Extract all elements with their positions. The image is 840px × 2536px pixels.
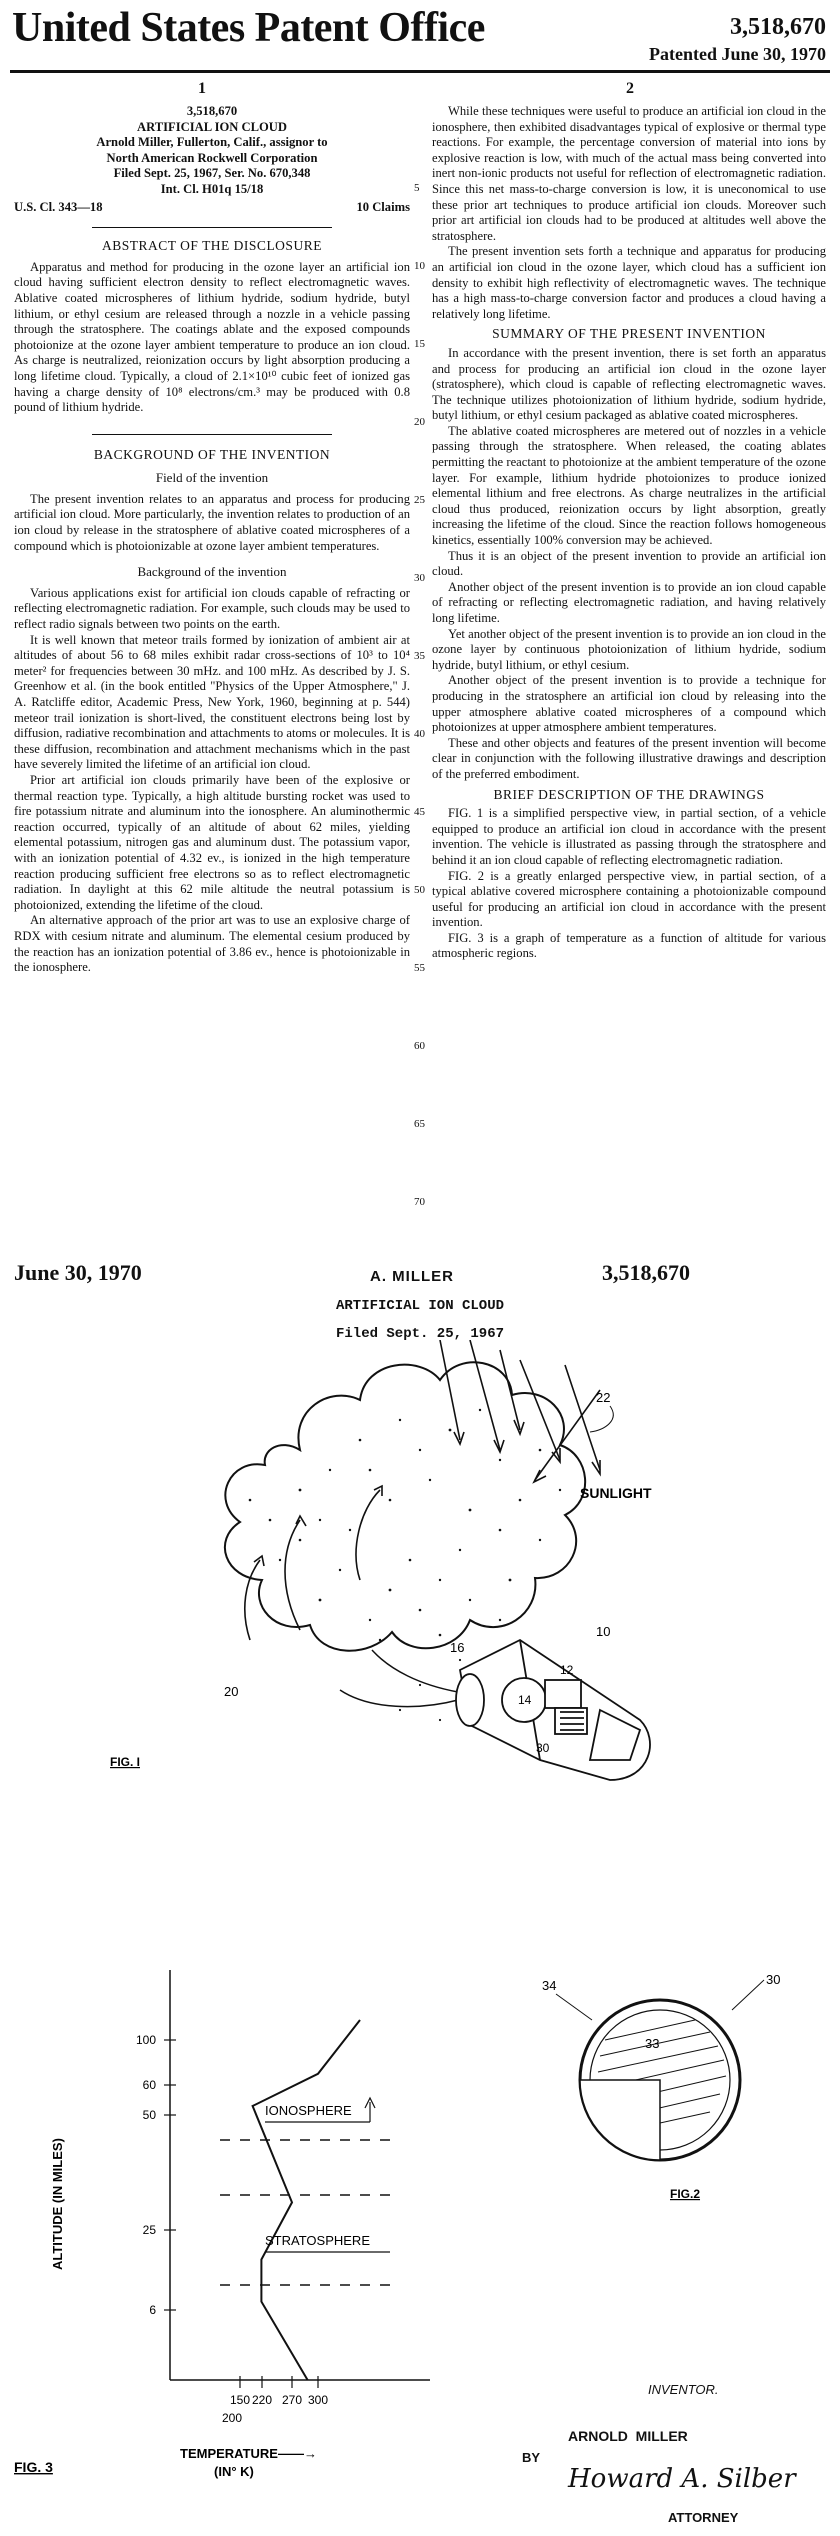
figure-1 — [0, 1340, 840, 1900]
inventor-name: ARNOLD MILLER — [568, 2428, 688, 2444]
inventor-title: INVENTOR. — [648, 2382, 719, 2397]
y-tick-label: 100 — [135, 2033, 156, 2047]
exhaust-trail — [372, 1650, 458, 1692]
paragraph: It is well known that meteor trails formed by ionization of ambient air at altitudes of about 56 to 68 miles exhibit radar cross-sections of 10³ to 10⁴ meter² for frequencies between 30 mHz. and 100 mHz. As described by J. S. Greenhow et al. (in the book entitled "Physics of the Upper Atmosphere," J. A. Ratcliffe editor, Academic Press, New York, 1960, beginning at p. 544) meteor trail ionization is short-lived, the constituent electrons being lost by diffusion, radiative recombination and attachments to atoms or molecules. It is these diffusion, recombination and attachment mechanisms which in the past have severely limited the lifetime of an artificial ion cloud. — [14, 632, 410, 772]
y-tick-label: 60 — [142, 2078, 156, 2092]
line-number: 40 — [414, 728, 425, 740]
drawing-number: 3,518,670 — [602, 1260, 690, 1285]
background-heading: BACKGROUND OF THE INVENTION — [93, 446, 331, 462]
sunlight-rays — [440, 1340, 600, 1482]
paragraph: Thus it is an object of the present invention to provide an artificial ion cloud. — [432, 548, 826, 579]
x-tick-label: 150 — [229, 2393, 251, 2407]
header-rule — [10, 70, 830, 73]
abstract-text: Apparatus and method for producing in the ozone layer an artificial ion cloud having sufficient electron density to reflect electromagnetic waves. Ablative coated microspheres of lithium hydride, sodium hydride, butyl lithium, or ethyl cesium are released through a nozzle in a vehicle passing through the stratosphere. The coatings ablate and the exposed compounds photoionize at the ozone layer ambient temperature to produce an ion cloud. As charge is neutralized, reionization occurs by light absorption producing a long lifetime cloud. Typically, a cloud of 2.1×10¹⁰ cubic feet of ionized gas having a charge density of 10⁸ electrons/cm.³ may be produced with 0.8 pound of lithium hydride. — [14, 259, 410, 415]
paragraph: Yet another object of the present invention is to provide an ion cloud in the ozone layer by continuous photoionization of lithium hydride, sodium hydride, butyl lithium, or ethyl cesium. — [432, 626, 826, 672]
temperature-curve — [253, 2020, 360, 2380]
paragraph: These and other objects and features of the present invention will become clear in conjunction with the following illustrative drawings and description of the preferred embodiment. — [432, 735, 826, 781]
ref-22: 22 — [596, 1390, 611, 1405]
sunlight-label: SUNLIGHT — [580, 1485, 652, 1501]
x-tick-200: 200 — [222, 2411, 243, 2425]
leader-22 — [590, 1406, 613, 1432]
ref-16: 16 — [450, 1640, 465, 1655]
paragraph: The ablative coated microspheres are metered out of nozzles in a vehicle passing through the stratosphere. When released, the coating ablates permitting the reactant to photoionize at the ambient temperature of the ozone layer. For example, lithium hydride photoionizes to produce ionized elemental lithium and free electrons. As charge neutralizes in the artificial cloud thus produced, reionization occurs by light absorption, greatly increasing the lifetime of the cloud. Since the reaction follows homogeneous kinetics, essentially 100% conversion may be achieved. — [432, 423, 826, 548]
section-cut — [580, 2080, 660, 2160]
line-number: 65 — [414, 1118, 425, 1130]
y-tick-label: 25 — [142, 2223, 156, 2237]
line-number: 60 — [414, 1040, 425, 1052]
summary-heading: SUMMARY OF THE PRESENT INVENTION — [492, 326, 766, 342]
ref-12: 12 — [560, 1663, 574, 1677]
exhaust-trail — [340, 1690, 458, 1707]
paragraph: In accordance with the present invention, there is set forth an apparatus and process for producing an artificial ion cloud in the ozone layer (stratosphere), which cloud is capable of reflecting electromagnetic waves. The technique utilizes photoionization of lithium hydride, sodium hydride, butyl lithium, or ethyl cesium packaged as ablative coated microspheres. — [432, 345, 826, 423]
ref-30: 30 — [536, 1741, 550, 1755]
ref-34: 34 — [542, 1978, 557, 1993]
paragraph: The present invention sets forth a technique and apparatus for producing an artificial ion cloud in the ozone layer, which cloud has a sufficient ion density to exhibit high reflectivity of electromagnetic waves. The technique has a high mass-to-charge conversion factor and produces a cloud having a relatively long lifetime. — [432, 244, 826, 321]
paragraph: Another object of the present invention is to provide a technique for producing in the stratosphere an artificial ion cloud by releasing into the upper atmosphere ablative coated microspheres of a compound which photoionizes at upper atmosphere ambient temperatures. — [432, 673, 826, 735]
line-number: 35 — [414, 650, 425, 662]
paragraph: Prior art artificial ion clouds primarily have been of the explosive or thermal reaction type. Typically, a high altitude bursting rocket was used to fire potassium nitrate and aluminum into the ionosphere. An aluminothermic reaction occurred, typically of an altitude of about 62 miles, yielding elemental potassium, nitrogen gas and aluminum dust. The potassium vapor, with an ionization potential of 4.32 ev., is ionized in the high temperature reaction producing sufficient free electrons so as to reflect electromagnetic radiation. In daylight at this 62 mile altitude the neutral potassium is photoionized, extending the lifetime of the cloud. — [14, 772, 410, 912]
abstract-heading: ABSTRACT OF THE DISCLOSURE — [102, 238, 322, 254]
line-number: 15 — [414, 338, 425, 350]
figure-3 — [0, 1910, 500, 2530]
drawing-title: ARTIFICIAL ION CLOUD — [335, 1298, 505, 1314]
field-text: The present invention relates to an apparatus and process for producing artificial ion cloud. More particularly, the invention relates to production of an ion cloud by release in the stratosphere of ablative coated microspheres of a compound which is photoionizable at ozone layer ambient temperatures. — [14, 491, 410, 553]
paragraph: Another object of the present invention is to provide an ion cloud capable of refracting or reflecting electromagnetic radiation, and having relatively long lifetime. — [432, 579, 826, 625]
column-number-2: 2 — [626, 80, 634, 97]
ref-14: 14 — [518, 1693, 532, 1707]
paragraph: An alternative approach of the prior art was to use an explosive charge of RDX with cesium nitrate and aluminum. The elemental cesium produced by the reaction has an ionization potential of 3.86 ev., hence is photoionizable in the ionosphere. — [14, 913, 410, 975]
x-axis-label: TEMPERATURE——→ — [180, 2446, 317, 2461]
y-axis-label: ALTITUDE (IN MILES) — [50, 2138, 65, 2270]
drawing-filed: Filed Sept. 25, 1967 — [335, 1326, 505, 1342]
brief-description-heading: BRIEF DESCRIPTION OF THE DRAWINGS — [493, 786, 765, 802]
y-tick-label: 50 — [142, 2108, 156, 2122]
paragraph: While these techniques were useful to produce an artificial ion cloud in the ionosphere, then exhibited disadvantages typical of explosive or thermal type reactions. For example, the percentage conversion of material into ions by explosive reaction is low, with much of the actual mass being converted into inert non-ionic products not useful for reflection of electromagnetic radiation. Since this net mass-to-charge conversion is low, it is uneconomical to use these prior art techniques to produce artificial ion clouds. Moreover such prior art artificial ion clouds had to be produced at altitudes well above the stratosphere. — [432, 104, 826, 243]
filed-line: Filed Sept. 25, 1967, Ser. No. 670,348 — [113, 166, 311, 181]
column-number-1: 1 — [198, 80, 206, 97]
divider — [92, 434, 332, 435]
fig2-label: FIG.2 — [670, 2187, 701, 2201]
paragraph: FIG. 1 is a simplified perspective view, in partial section, of a vehicle equipped to produce an artificial ion cloud in accordance with the present invention. The vehicle is illustrated as passing through the stratosphere and behind it an ion cloud capable of reflecting electromagnetic radiation. — [432, 806, 826, 867]
by-label: BY — [522, 2450, 541, 2465]
vehicle — [456, 1640, 650, 1780]
inventor-line: Arnold Miller, Fullerton, Calif., assignor to — [96, 135, 328, 150]
line-number: 55 — [414, 962, 425, 974]
ref-10: 10 — [596, 1624, 611, 1639]
paragraph: Various applications exist for artificial ion clouds capable of refracting or reflecting electromagnetic radiation. For example, such clouds may be used to reflect radio signals between two points on the earth. — [14, 585, 410, 632]
divider — [92, 227, 332, 228]
drawing-date: June 30, 1970 — [14, 1260, 142, 1285]
ref-20: 20 — [224, 1684, 239, 1699]
patent-title: ARTIFICIAL ION CLOUD — [136, 119, 287, 134]
fig3-label: FIG. 3 — [14, 2459, 53, 2475]
line-number: 25 — [414, 494, 425, 506]
x-axis-unit: (IN° K) — [214, 2464, 254, 2479]
patent-date: Patented June 30, 1970 — [649, 44, 826, 64]
assignee: North American Rockwell Corporation — [106, 150, 318, 165]
x-tick-label: 220 — [251, 2393, 273, 2407]
drawing-inventor: A. MILLER — [370, 1268, 454, 1285]
column-1 — [14, 104, 410, 976]
figure-2 — [520, 1960, 820, 2220]
int-cl: Int. Cl. H01q 15/18 — [160, 181, 264, 196]
field-heading: Field of the invention — [155, 470, 269, 486]
background-subheading: Background of the invention — [137, 564, 287, 580]
leader-34 — [556, 1994, 592, 2020]
line-number: 5 — [414, 182, 420, 194]
patent-number: 3,518,670 — [730, 14, 826, 40]
office-title: United States Patent Office — [12, 5, 485, 51]
line-number: 50 — [414, 884, 425, 896]
ion-cloud-outline — [225, 1362, 585, 1650]
patent-no: 3,518,670 — [186, 104, 238, 118]
ref-30: 30 — [766, 1972, 781, 1987]
line-number: 70 — [414, 1196, 425, 1208]
x-tick-label: 270 — [281, 2393, 303, 2407]
stratosphere-label: STRATOSPHERE — [265, 2233, 370, 2248]
y-tick-label: 6 — [149, 2303, 156, 2317]
leader-30 — [732, 1980, 764, 2010]
line-number: 10 — [414, 260, 425, 272]
paragraph: FIG. 3 is a graph of temperature as a function of altitude for various atmospheric regions. — [432, 930, 826, 961]
paragraph: FIG. 2 is a greatly enlarged perspective view, in partial section, of a typical ablative covered microsphere containing a photoionizable compound useful for producing an artificial ion cloud in accordance with the present invention. — [432, 868, 826, 930]
line-number: 45 — [414, 806, 425, 818]
us-cl: U.S. Cl. 343—18 — [14, 199, 103, 214]
line-number: 30 — [414, 572, 425, 584]
fig1-label: FIG. I — [110, 1755, 140, 1769]
region-boundaries — [220, 2140, 400, 2285]
claims-count: 10 Claims — [356, 199, 410, 214]
attorney-signature: Howard A. Silber — [568, 2464, 796, 2494]
column-2 — [432, 104, 826, 962]
ref-33: 33 — [645, 2036, 660, 2051]
x-tick-label: 300 — [307, 2393, 329, 2407]
ionosphere-label: IONOSPHERE — [265, 2103, 352, 2118]
classification-row — [14, 200, 410, 216]
radiation-arrows — [245, 1486, 382, 1640]
line-number: 20 — [414, 416, 425, 428]
attorney-label: ATTORNEY — [668, 2510, 739, 2525]
